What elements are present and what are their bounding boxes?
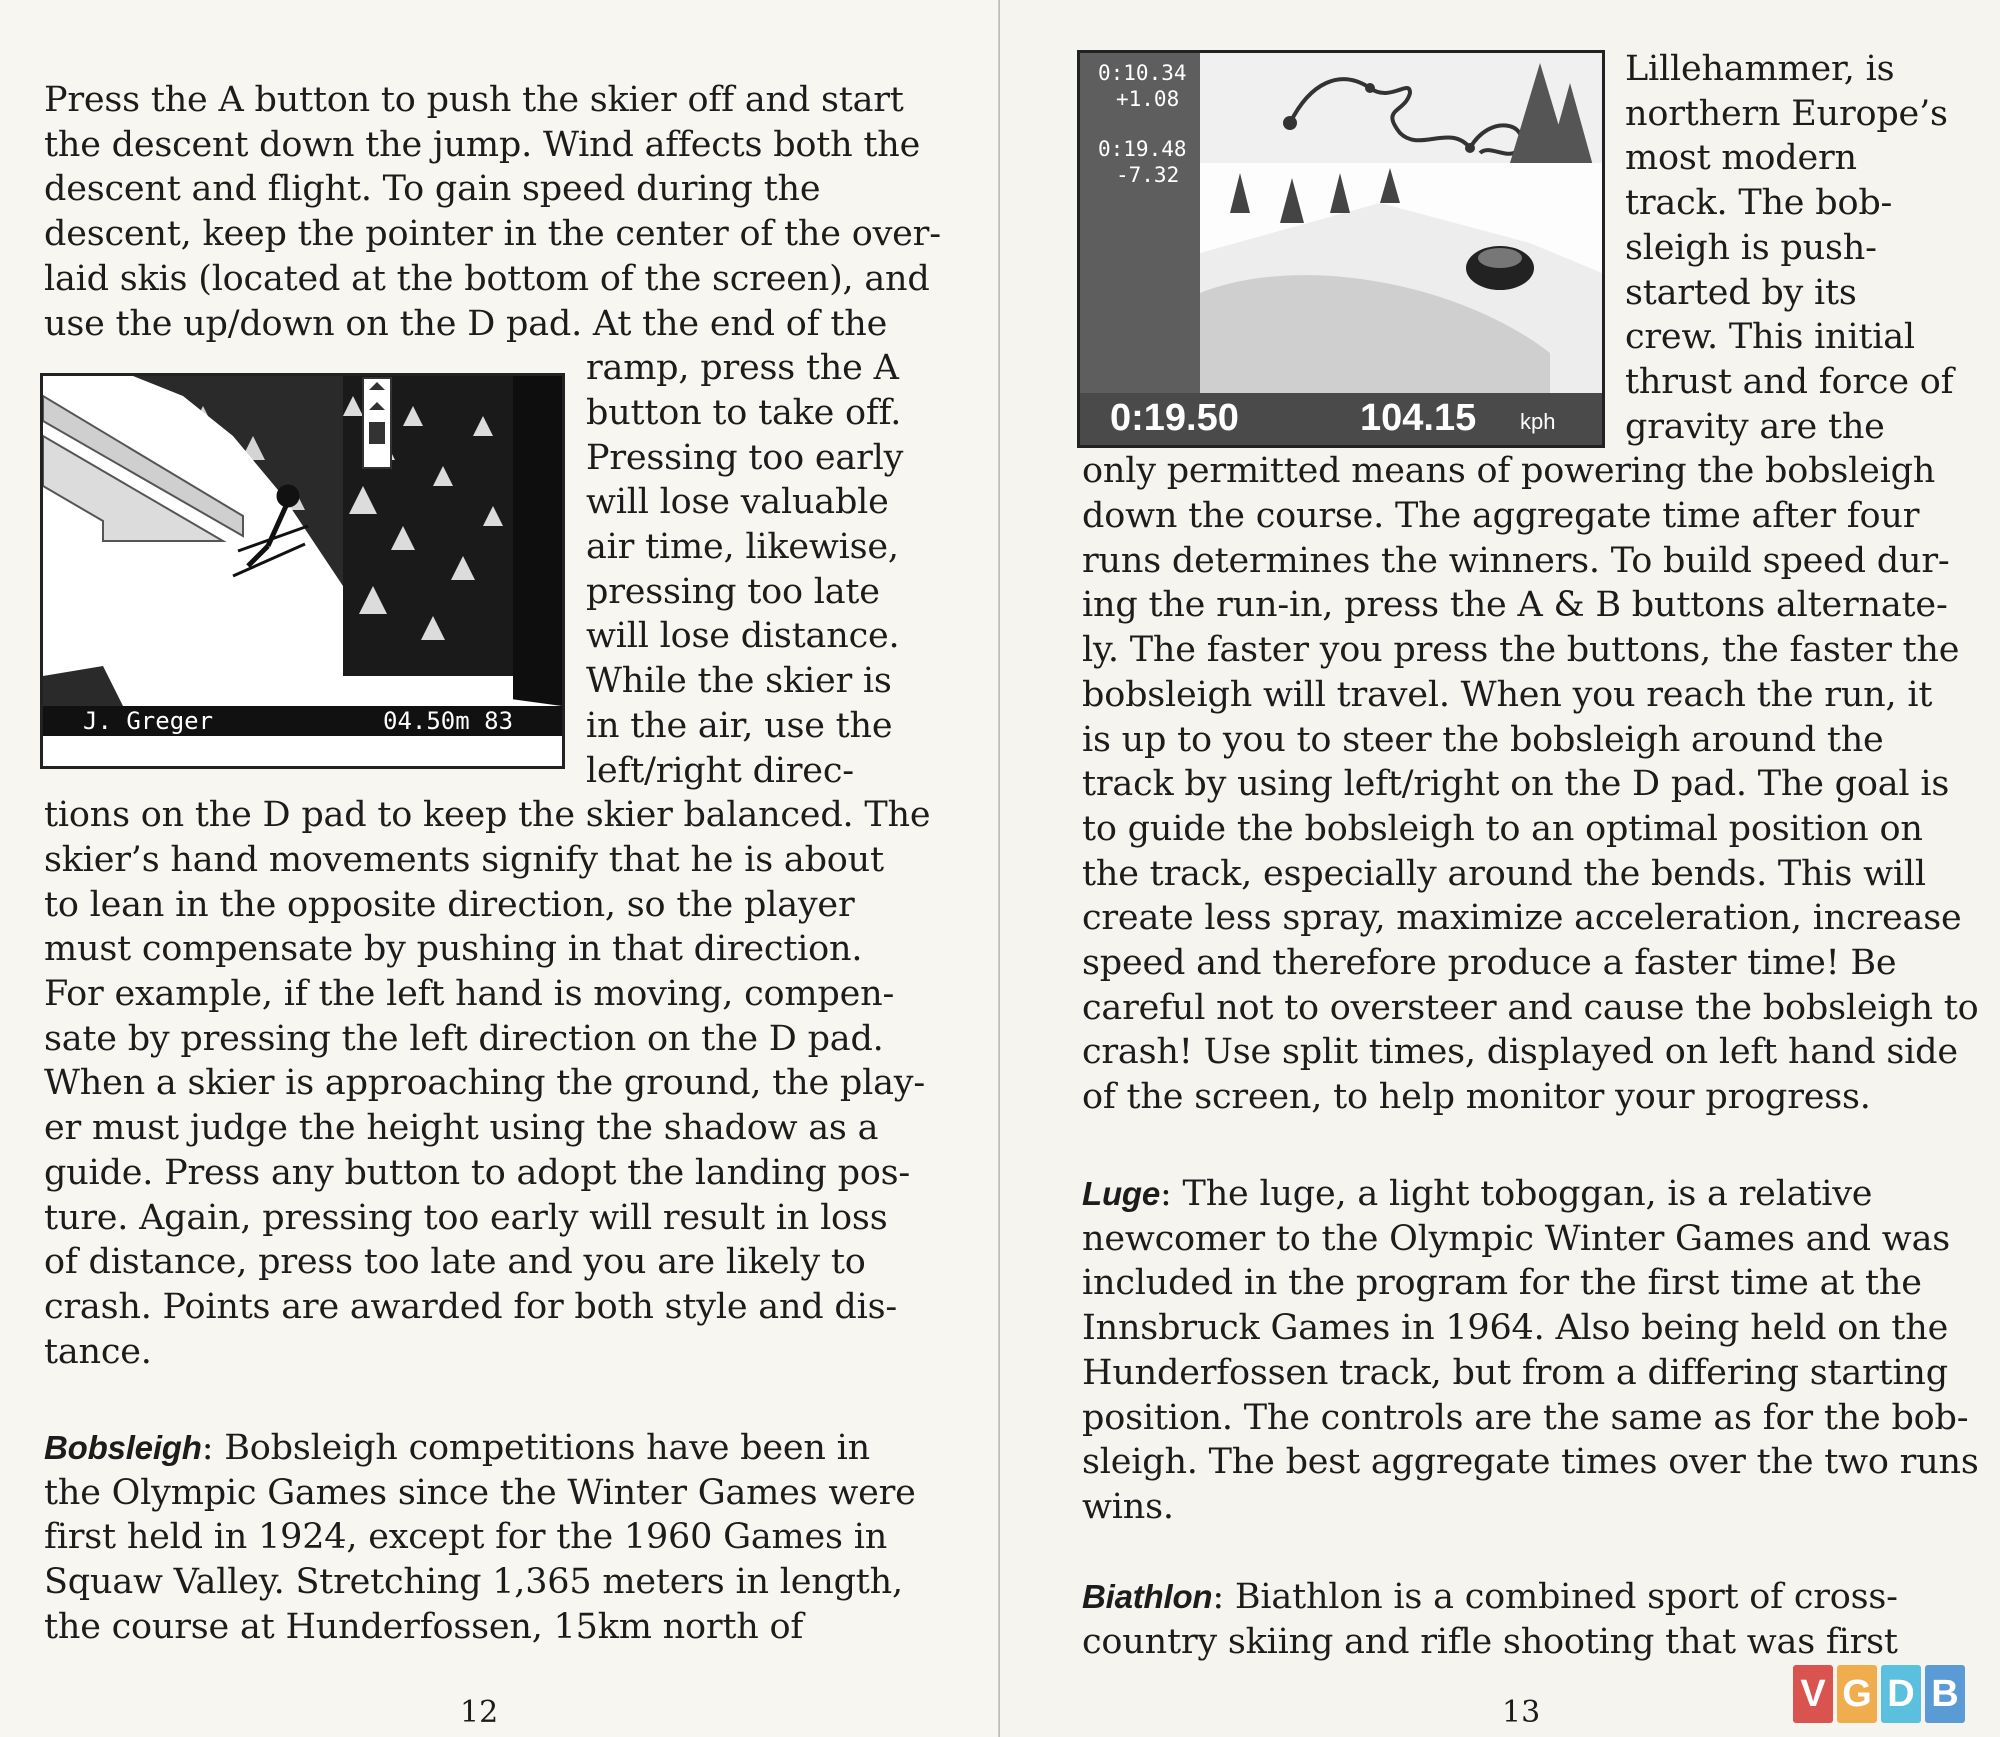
text-line: use the up/down on the D pad. At the end of the: [44, 303, 888, 344]
text-line: : Biathlon is a combined sport of cross-: [1212, 1577, 1898, 1617]
text-line: down the course. The aggregate time after four: [1082, 496, 1920, 537]
split1-delta: +1.08: [1116, 87, 1180, 111]
text-line: sate by pressing the left direction on the D pad.: [44, 1018, 884, 1059]
watermark-letter-b: B: [1925, 1665, 1965, 1723]
text-line: sleigh. The best aggregate times over the two runs: [1082, 1442, 1979, 1483]
text-line: descent and flight. To gain speed during the: [44, 169, 821, 210]
page-number-left: 12: [460, 1695, 499, 1730]
luge-heading: Luge: [1082, 1175, 1161, 1212]
text-line: speed and therefore produce a faster time! Be: [1082, 943, 1897, 984]
text-line: Hunderfossen track, but from a differing starting: [1082, 1352, 1948, 1393]
bobsleigh-scene: [1080, 53, 1602, 445]
text-line: create less spray, maximize acceleration, increase: [1082, 898, 1962, 939]
text-line: tions on the D pad to keep the skier balanced. The: [44, 795, 931, 836]
text-line: ture. Again, pressing too early will result in loss: [44, 1197, 888, 1238]
distance-score-readout: 04.50m 83: [383, 707, 514, 735]
text-line: guide. Press any button to adopt the landing pos-: [44, 1152, 911, 1193]
text-line: bobsleigh will travel. When you reach the run, it: [1082, 674, 1933, 715]
text-line: left/right direc-: [586, 750, 854, 791]
split2-time: 0:19.48: [1098, 137, 1187, 161]
text-line: For example, if the left hand is moving, compen-: [44, 974, 895, 1015]
text-line: track. The bob-: [1625, 183, 1893, 224]
text-line: gravity are the: [1625, 406, 1885, 447]
text-line: Squaw Valley. Stretching 1,365 meters in length,: [44, 1562, 903, 1603]
text-line: only permitted means of powering the bobsleigh: [1082, 451, 1936, 492]
text-line: included in the program for the first time at the: [1082, 1263, 1922, 1304]
text-line: of the screen, to help monitor your progress.: [1082, 1077, 1871, 1118]
text-line: crash! Use split times, displayed on left hand side: [1082, 1032, 1958, 1073]
text-line: careful not to oversteer and cause the bobsleigh to: [1082, 987, 1979, 1028]
text-line: first held in 1924, except for the 1960 Games in: [44, 1517, 888, 1558]
text-line: of distance, press too late and you are likely to: [44, 1242, 866, 1283]
text-line: is up to you to steer the bobsleigh around the: [1082, 719, 1884, 760]
text-line: tance.: [44, 1331, 152, 1372]
bobsleigh-screenshot: [1077, 50, 1605, 448]
text-line: er must judge the height using the shadow as a: [44, 1108, 879, 1149]
text-line: will lose valuable: [586, 482, 889, 523]
text-line: started by its: [1625, 272, 1857, 313]
text-line: Press the A button to push the skier off and start: [44, 80, 904, 120]
text-line: ing the run-in, press the A & B buttons alternate-: [1082, 585, 1948, 626]
text-line: descent, keep the pointer in the center of the over-: [44, 214, 941, 255]
text-line: Innsbruck Games in 1964. Also being held on the: [1082, 1308, 1949, 1349]
text-line: skier’s hand movements signify that he is about: [44, 839, 884, 880]
biathlon-heading: Biathlon: [1082, 1578, 1213, 1615]
text-line: thrust and force of: [1625, 361, 1954, 402]
luge-section: [1082, 1172, 1979, 1530]
ski-jump-screenshot: [40, 373, 565, 769]
text-line: to lean in the opposite direction, so the player: [44, 884, 855, 925]
speed-unit: kph: [1520, 409, 1556, 434]
skier-name-label: J. Greger: [83, 707, 214, 735]
watermark-letter-g: G: [1837, 1665, 1877, 1723]
split1-time: 0:10.34: [1098, 61, 1187, 85]
text-line: Pressing too early: [586, 437, 904, 478]
text-line: : Bobsleigh competitions have been in: [201, 1428, 871, 1468]
text-line: button to take off.: [586, 392, 902, 433]
text-line: track by using left/right on the D pad. The goal is: [1082, 764, 1950, 805]
text-line: the descent down the jump. Wind affects both the: [44, 124, 921, 165]
text-line: ly. The faster you press the buttons, the faster the: [1082, 630, 1960, 671]
text-line: Lillehammer, is: [1625, 49, 1895, 89]
text-line: the course at Hunderfossen, 15km north of: [44, 1606, 804, 1647]
text-line: northern Europe’s: [1625, 93, 1948, 134]
text-line: the track, especially around the bends. This will: [1082, 853, 1926, 894]
bobsleigh-heading: Bobsleigh: [44, 1429, 202, 1466]
text-line: air time, likewise,: [586, 527, 899, 568]
bobsleigh-section: [44, 1426, 916, 1650]
text-line: wins.: [1082, 1486, 1174, 1527]
text-line: : The luge, a light toboggan, is a relative: [1160, 1174, 1873, 1214]
watermark-letter-v: V: [1793, 1665, 1833, 1723]
text-line: runs determines the winners. To build speed dur-: [1082, 540, 1950, 581]
text-line: newcomer to the Olympic Winter Games and was: [1082, 1218, 1950, 1259]
text-line: will lose distance.: [586, 616, 900, 657]
luge-first-line: [1082, 1172, 1979, 1217]
text-line: the Olympic Games since the Winter Games were: [44, 1472, 916, 1513]
split2-delta: -7.32: [1116, 163, 1180, 187]
text-line: most modern: [1625, 138, 1857, 179]
biathlon-first-line: [1082, 1575, 1898, 1620]
page-number-right: 13: [1502, 1695, 1541, 1730]
text-line: sleigh is push-: [1625, 227, 1877, 268]
run-timer: 0:19.50: [1110, 397, 1239, 439]
watermark-letter-d: D: [1881, 1665, 1921, 1723]
text-line: While the skier is: [586, 661, 892, 702]
text-line: pressing too late: [586, 571, 880, 612]
text-line: position. The controls are the same as for the bob-: [1082, 1397, 1969, 1438]
text-line: must compensate by pushing in that direction.: [44, 929, 863, 970]
text-line: When a skier is approaching the ground, the play-: [44, 1063, 925, 1104]
text-line: crew. This initial: [1625, 317, 1915, 358]
bobsleigh-first-line: [44, 1426, 916, 1471]
text-line: to guide the bobsleigh to an optimal position on: [1082, 808, 1923, 849]
biathlon-section: [1082, 1575, 1898, 1664]
text-line: crash. Points are awarded for both style and dis-: [44, 1286, 897, 1327]
text-line: ramp, press the A: [586, 348, 899, 389]
text-line: laid skis (located at the bottom of the screen), and: [44, 258, 930, 299]
speed-readout: 104.15: [1360, 397, 1477, 439]
text-line: country skiing and rifle shooting that was first: [1082, 1621, 1898, 1662]
text-line: in the air, use the: [586, 705, 893, 746]
vgdb-watermark-logo: [1793, 1665, 1965, 1727]
